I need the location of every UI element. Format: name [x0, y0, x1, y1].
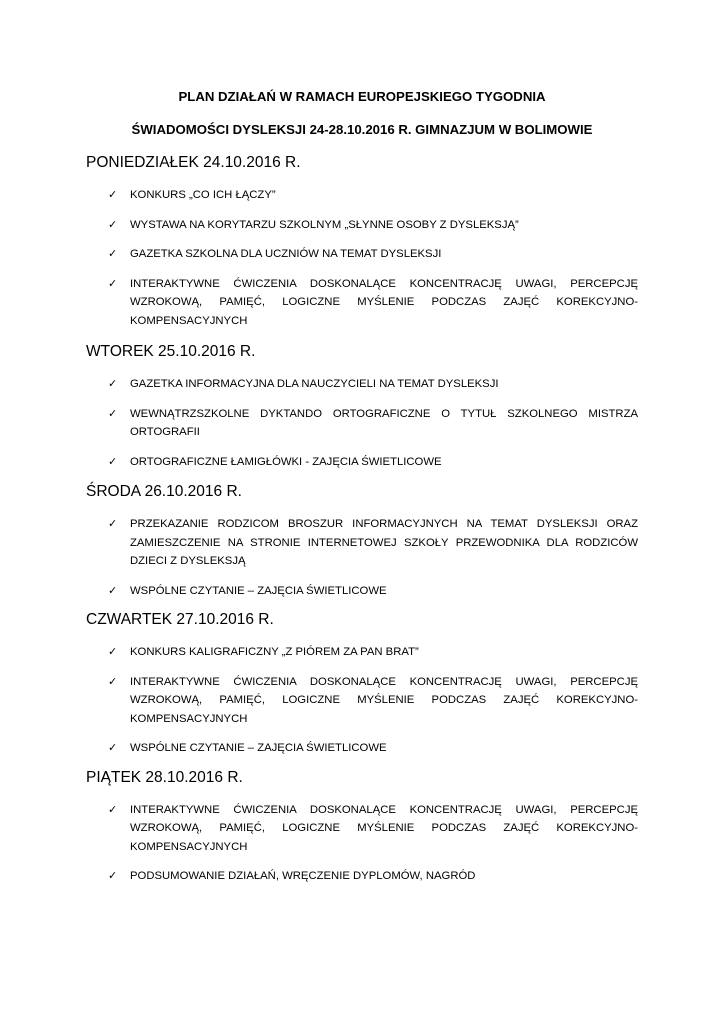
checkmark-icon: ✓	[108, 870, 118, 882]
day-item-list	[86, 801, 638, 886]
day-section	[86, 342, 638, 471]
checkmark-icon: ✓	[108, 584, 118, 597]
checkmark-icon: ✓	[108, 277, 118, 290]
day-heading: PONIEDZIAŁEK 24.10.2016 R.	[86, 154, 301, 171]
checkmark-icon: ✓	[108, 518, 118, 530]
list-item-text: PRZEKAZANIE RODZICOM BROSZUR INFORMACYJNYCH NA TEMAT DYSLEKSJI ORAZ ZAMIESZCZENIE NA STRONIE INTERNETOWEJ SZKOŁY PRZEWODNIKA DLA RODZICÓW DZIECI Z DYSLEKSJĄ	[130, 518, 638, 567]
day-item-list	[86, 186, 638, 330]
list-item-text: WSPÓLNE CZYTANIE – ZAJĘCIA ŚWIETLICOWE	[130, 584, 387, 597]
day-section	[86, 482, 638, 600]
list-item-text: KONKURS KALIGRAFICZNY „Z PIÓREM ZA PAN BRAT”	[130, 646, 419, 658]
checkmark-icon: ✓	[108, 407, 118, 420]
checkmark-icon: ✓	[108, 218, 118, 231]
list-item	[86, 643, 638, 662]
checkmark-icon: ✓	[108, 189, 118, 201]
list-item	[86, 867, 638, 886]
list-item-text: INTERAKTYWNE ĆWICZENIA DOSKONALĄCE KONCENTRACJĘ UWAGI, PERCEPCJĘ WZROKOWĄ, PAMIĘĆ, LOGICZNE MYŚLENIE PODCZAS ZAJĘĆ KOREKCYJNO-KOMPENSACYJNYCH	[130, 803, 638, 853]
list-item	[86, 739, 638, 758]
day-section	[86, 610, 638, 758]
day-item-list	[86, 375, 638, 471]
list-item-text: WSPÓLNE CZYTANIE – ZAJĘCIA ŚWIETLICOWE	[130, 742, 387, 754]
list-item	[86, 801, 638, 857]
list-item	[86, 405, 638, 442]
list-item-text: INTERAKTYWNE ĆWICZENIA DOSKONALĄCE KONCENTRACJĘ UWAGI, PERCEPCJĘ WZROKOWĄ, PAMIĘĆ, LOGICZNE MYŚLENIE PODCZAS ZAJĘĆ KOREKCYJNO-KOMPENSACYJNYCH	[130, 277, 638, 327]
checkmark-icon: ✓	[108, 675, 118, 688]
checkmark-icon: ✓	[108, 248, 118, 260]
list-item-text: INTERAKTYWNE ĆWICZENIA DOSKONALĄCE KONCENTRACJĘ UWAGI, PERCEPCJĘ WZROKOWĄ, PAMIĘĆ, LOGICZNE MYŚLENIE PODCZAS ZAJĘĆ KOREKCYJNO-KOMPENSACYJNYCH	[130, 675, 638, 725]
day-section	[86, 768, 638, 886]
day-item-list	[86, 515, 638, 600]
list-item	[86, 453, 638, 472]
day-heading: WTOREK 25.10.2016 R.	[86, 343, 256, 360]
list-item	[86, 186, 638, 205]
day-section	[86, 153, 638, 330]
list-item-text: PODSUMOWANIE DZIAŁAŃ, WRĘCZENIE DYPLOMÓW, NAGRÓD	[130, 870, 476, 882]
checkmark-icon: ✓	[108, 455, 118, 468]
checkmark-icon: ✓	[108, 742, 118, 754]
list-item-text: WEWNĄTRZSZKOLNE DYKTANDO ORTOGRAFICZNE O TYTUŁ SZKOLNEGO MISTRZA ORTOGRAFII	[130, 407, 638, 438]
days-container	[86, 153, 638, 886]
checkmark-icon: ✓	[108, 378, 118, 390]
day-heading: PIĄTEK 28.10.2016 R.	[86, 768, 243, 786]
list-item-text: GAZETKA INFORMACYJNA DLA NAUCZYCIELI NA TEMAT DYSLEKSJI	[130, 378, 499, 390]
checkmark-icon: ✓	[108, 803, 118, 816]
list-item	[86, 673, 638, 729]
day-heading: CZWARTEK 27.10.2016 R.	[86, 611, 274, 628]
list-item-text: WYSTAWA NA KORYTARZU SZKOLNYM „SŁYNNE OSOBY Z DYSLEKSJĄ”	[130, 218, 519, 231]
document-title-line-2: ŚWIADOMOŚCI DYSLEKSJI 24-28.10.2016 R. GIMNAZJUM W BOLIMOWIE	[131, 122, 593, 137]
list-item	[86, 515, 638, 571]
list-item	[86, 275, 638, 331]
list-item	[86, 375, 638, 394]
day-item-list	[86, 643, 638, 758]
list-item	[86, 582, 638, 601]
list-item	[86, 245, 638, 264]
list-item	[86, 216, 638, 235]
list-item-text: KONKURS „CO ICH ŁĄCZY”	[130, 189, 276, 201]
document-title-line-1: PLAN DZIAŁAŃ W RAMACH EUROPEJSKIEGO TYGODNIA	[178, 89, 546, 104]
checkmark-icon: ✓	[108, 646, 118, 658]
day-heading: ŚRODA 26.10.2016 R.	[86, 483, 242, 500]
list-item-text: GAZETKA SZKOLNA DLA UCZNIÓW NA TEMAT DYSLEKSJI	[130, 248, 442, 260]
list-item-text: ORTOGRAFICZNE ŁAMIGŁÓWKI - ZAJĘCIA ŚWIETLICOWE	[130, 455, 442, 468]
